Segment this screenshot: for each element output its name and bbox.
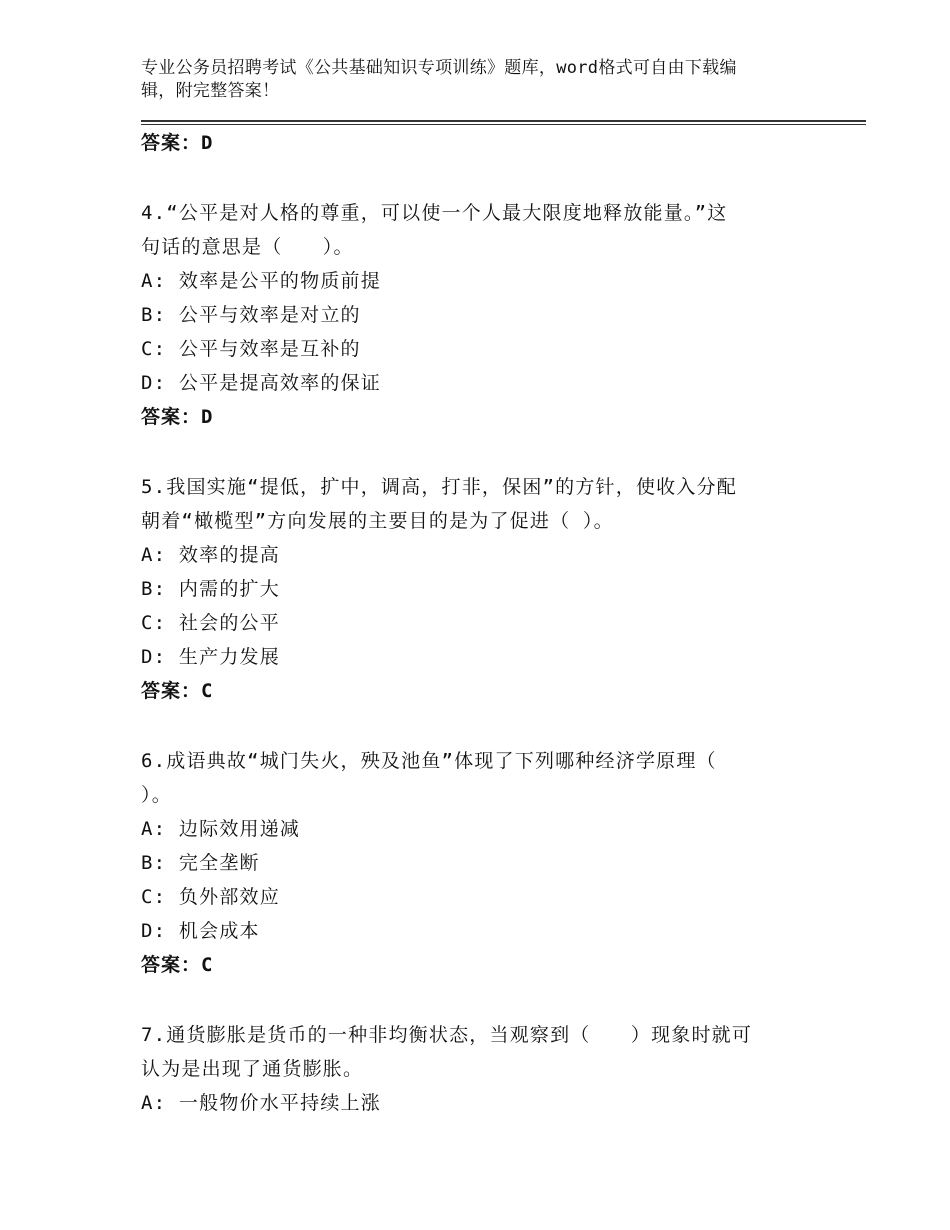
question-7: [141, 1018, 801, 1120]
option-c: C: 负外部效应: [141, 886, 280, 908]
question-5: [141, 470, 801, 708]
option-a: A: 一般物价水平持续上涨: [141, 1092, 381, 1114]
option-c: C: 社会的公平: [141, 612, 280, 634]
stem-line-1: 7.通货膨胀是货币的一种非均衡状态，当观察到（ ）现象时就可: [141, 1024, 753, 1046]
answer-line: [141, 948, 801, 982]
answer-value: D: [201, 132, 214, 154]
option-d: D: 生产力发展: [141, 646, 280, 668]
spacer: [141, 160, 801, 196]
answer-value: D: [201, 406, 214, 428]
stem-line-1: 6.成语典故“城门失火，殃及池鱼”体现了下列哪种经济学原理（: [141, 750, 717, 772]
question-stem: [141, 744, 801, 812]
header-rule-thick: [141, 120, 866, 122]
question-stem: [141, 196, 801, 264]
answer-value: C: [201, 954, 214, 976]
question-4: [141, 196, 801, 434]
header-line-1: 专业公务员招聘考试《公共基础知识专项训练》题库，word格式可自由下载编: [141, 58, 737, 78]
answer-line: [141, 126, 801, 160]
answer-label: 答案：: [141, 132, 202, 154]
stem-line-2: 朝着“橄榄型”方向发展的主要目的是为了促进（ ）。: [141, 510, 614, 532]
stem-line-1: 5.我国实施“提低，扩中，调高，打非，保困”的方针，使收入分配: [141, 476, 737, 498]
option-a: A: 边际效用递减: [141, 818, 301, 840]
page-header: [141, 57, 781, 103]
answer-label: 答案：: [141, 680, 202, 702]
stem-line-2: 句话的意思是（ ）。: [141, 236, 354, 258]
stem-line-2: 认为是出现了通货膨胀。: [141, 1058, 364, 1080]
spacer: [141, 708, 801, 744]
spacer: [141, 982, 801, 1018]
option-a: A: 效率是公平的物质前提: [141, 270, 381, 292]
stem-line-1: 4.“公平是对人格的尊重，可以使一个人最大限度地释放能量。”这: [141, 202, 728, 224]
option-b: B: 公平与效率是对立的: [141, 304, 361, 326]
answer-line: [141, 674, 801, 708]
header-line-2: 辑，附完整答案！: [141, 81, 280, 101]
question-stem: [141, 470, 801, 538]
answer-label: 答案：: [141, 954, 202, 976]
option-d: D: 公平是提高效率的保证: [141, 372, 381, 394]
option-d: D: 机会成本: [141, 920, 260, 942]
option-b: B: 完全垄断: [141, 852, 260, 874]
option-c: C: 公平与效率是互补的: [141, 338, 361, 360]
answer-value: C: [201, 680, 214, 702]
stem-line-2: ）。: [141, 784, 172, 806]
spacer: [141, 434, 801, 470]
answer-label: 答案：: [141, 406, 202, 428]
option-a: A: 效率的提高: [141, 544, 280, 566]
question-content: [141, 126, 801, 1120]
option-b: B: 内需的扩大: [141, 578, 280, 600]
question-stem: [141, 1018, 801, 1086]
answer-line: [141, 400, 801, 434]
question-6: [141, 744, 801, 982]
header-rule-thin: [141, 124, 866, 125]
